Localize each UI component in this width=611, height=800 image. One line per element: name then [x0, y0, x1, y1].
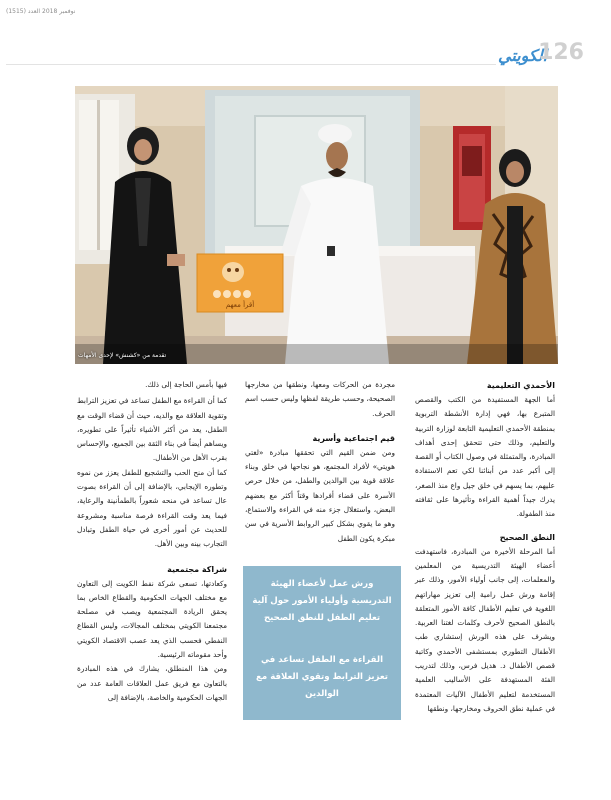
photo-caption: تقدمة من «كشنش» لإحدى الأمهات — [78, 352, 167, 359]
paragraph: أما المرحلة الأخيرة من المبادرة، فاستهدفت أعضاء الهيئة التدريسية من المعلمين والمعلمات، إلى جانب أولياء الأمور، وذلك عبر إقامة ورش عمل رامية إلى تعزيز مهاراتهم اللغوية في تعليم الأطفال كافة الأمور المتعلقة بالنطق الصحيح لأحرف وكلمات لغتنا العربية. ويشرف على هذه الورش إستشاري طب الأطفال التطوري بمستشفى الأحمدي وكاتبة قصص الأطفال د. هديل فرس، وذلك لتدريب الفئة المستهدفة على الأساليب العلمية المستخدمة لتعليم الأطفال الآليات المعتمدة في عملية نطق الحروف ومخارجها، ونطقها — [415, 546, 555, 713]
paragraph: مجردة من الحركات ومعها، ونطقها من مخارجها الصحيحة، وحسب طريقة لفظها وليس حسب اسم الحرف. — [245, 380, 395, 418]
magazine-logo — [498, 40, 590, 72]
issue-date: نوفمبر 2018 العدد (1515) — [6, 8, 76, 15]
pull-quote-text: ورش عمل لأعضاء الهيئة التدريسية وأولياء الأمور حول آلية تعليم الطفل للنطق الصحيح — [252, 579, 392, 623]
paragraph: ومن ضمن القيم التي تحققها مبادرة «لغتي هويتي» لأفراد المجتمع، هو نجاحها في خلق وبناء علاقة قوية بين الوالدين والطفل، من خلال حرص الأسرة على قضاء أفرادها وقتاً أكثر مع بعضهم البعض، واستغلال جزء منه في القراءة والاستماع، وهو ما يقوي بشكل كبير الروابط الأسرية في سن مبكرة يكون الطفل — [245, 447, 395, 543]
paragraph: كما أن القراءة مع الطفل تساعد في تعزيز الترابط وتقوية العلاقة مع والديه، حيث أن قضاء الوقت مع الطفل، يعد من أكثر الأشياء تأثيراً على تطويره، ويساهم أيضاً في بناء الثقة بين الجميع، والإحساس بقرب الأهل من الأطفال. — [77, 396, 227, 463]
magazine-name: الكويتي — [498, 46, 548, 65]
pull-quote-text: القراءة مع الطفل تساعد في تعزيز الترابط وتقوي العلاقة مع الوالدين — [256, 655, 388, 699]
section-heading: النطق الصحيح — [499, 532, 555, 542]
article-photo — [75, 86, 558, 364]
section-heading: شراكة مجتمعية — [167, 564, 227, 574]
section-heading: قيم اجتماعية وأسرية — [312, 433, 395, 443]
column-right — [415, 378, 555, 716]
paragraph: ومن هذا المنطلق، يشارك في هذه المبادرة بالتعاون مع فريق عمل العلاقات العامة عدد من الجهات الحكومية والخاصة، بالإضافة إلى — [77, 664, 227, 702]
section-heading: الأحمدي التعليمية — [486, 381, 555, 390]
box-label: أقرأ معهم — [225, 301, 255, 309]
paragraph: كما أن منح الحب والتشجيع للطفل يعزز من نموه وتطوره الإيجابي، بالإضافة إلى أن القراءة بصوت عال تساعد في منحه شعوراً بالطمأنينة والرعاية، فيما يعد وقت القراءة فرصة مناسبة ومشروعة للحديث عن أمور أخرى في حياة الطفل وتبادل التجارب بينه وبين الأهل. — [77, 467, 227, 549]
paragraph: فيها بأمس الحاجة إلى ذلك. — [145, 380, 227, 389]
page-number: 126 — [538, 40, 584, 65]
column-middle — [245, 378, 395, 546]
paragraph: وكعادتها، تسعى شركة نفط الكويت إلى التعاون مع مختلف الجهات الحكومية والقطاع الخاص بما يحقق الريادة المجتمعية ويصب في مصلحة مجتمعنا الكويتي بمختلف المجالات، وليس القطاع النفطي فحسب الذي يعد عصب الاقتصاد الكويتي وأحد مقوماته الرئيسية. — [77, 578, 227, 660]
column-left — [77, 378, 227, 705]
pull-quote-box — [243, 566, 401, 720]
header-rule — [6, 64, 496, 65]
paragraph: أما الجهة المستفيدة من الكتب والقصص المتبرع بها، فهي إدارة الأنشطة التربوية بمنطقة الأحمدي التعليمية التابعة لوزارة التربية والتعليم، وذلك حتى تتحقق إحدى أهداف المبادرة، والمتمثلة في وصول الكتاب أو القصة إلى أكبر عدد من أبنائنا لكي تعم الاستفادة عليهم، بما يسهم في خلق جيل واع منذ الصغر، يدرك جيداً أهمية القراءة وتأثيرها على ثقافته منذ الطفولة. — [415, 395, 555, 519]
